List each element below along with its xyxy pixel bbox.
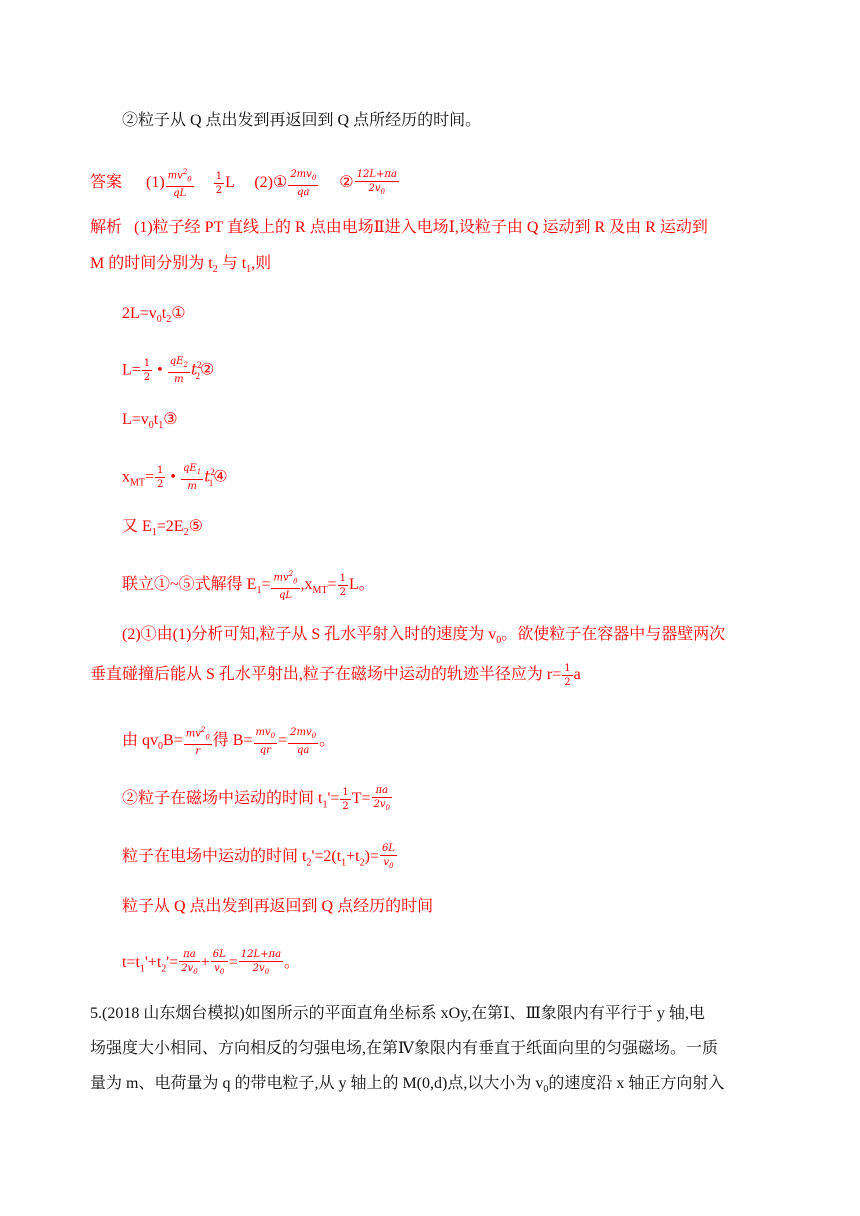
frac-num: 6L xyxy=(381,843,395,854)
frac-half xyxy=(340,786,350,813)
answer-p1: (1) xyxy=(146,173,165,191)
answer-frac-half xyxy=(214,170,224,197)
text: t xyxy=(161,305,167,322)
frac-num: 1 xyxy=(564,663,571,674)
equation-5: 又 $E_1=2E_2⑤$ xyxy=(122,518,203,539)
frac-num: mv xyxy=(185,728,201,740)
answer-frac-2: $\frac{2mv_0}{qa}$ xyxy=(290,168,317,198)
text: B= xyxy=(163,731,183,749)
dot: • xyxy=(170,468,177,486)
text: 场强度大小相同、方向相反的匀强电场,在第Ⅳ象限内有垂直于纸面向里的匀强磁场。一质 xyxy=(90,1040,718,1057)
text: 。 xyxy=(319,731,336,749)
text: ① xyxy=(171,305,186,322)
frac-den: 2 xyxy=(339,586,346,598)
frac-den: 2 xyxy=(564,677,571,688)
answer-p2: (2)① xyxy=(254,173,288,191)
text: ④ xyxy=(213,468,228,486)
frac-num: πa xyxy=(179,948,199,962)
equation-1: $2L=v_0t_2①$ xyxy=(122,305,186,326)
equation-3: $L=v_0t_1③$ xyxy=(122,411,178,432)
solution-intro-1 xyxy=(90,218,708,238)
dot: • xyxy=(157,361,163,379)
question-5-line-3: 量为 m、电荷量为 q 的带电粒子,从 y 轴上的 M(0,d)点,以大小为 $v_0$的速度沿 x 轴正方向射入 xyxy=(90,1075,725,1096)
frac-pia-2v0: $\frac{\pi a}{2v_0}$ xyxy=(373,785,391,812)
text: 垂直碰撞后能从 S 孔水平射出,粒子在磁场中运动的轨迹半径应为 r= xyxy=(90,666,562,684)
text: 联立①~⑤式解得 E xyxy=(122,575,257,593)
text: 又 E xyxy=(122,518,152,535)
frac-den: 2v xyxy=(368,182,381,194)
frac-num: πa xyxy=(372,784,392,798)
question-5-line-2 xyxy=(90,1039,718,1059)
frac-half xyxy=(562,662,572,689)
text: 量为 m、电荷量为 q 的带电粒子,从 y 轴上的 M(0,d)点,以大小为 v xyxy=(90,1075,544,1092)
frac-num: 1 xyxy=(143,358,151,370)
text: t=t xyxy=(122,954,140,972)
solution-intro-2: M 的时间分别为 $t_2$ 与 $t_1$,则 xyxy=(90,255,272,276)
frac-num: 1 xyxy=(215,170,223,182)
frac-half xyxy=(155,464,165,491)
text: )= xyxy=(364,848,379,866)
frac-den: qa xyxy=(297,186,310,198)
equation-b: 由 $qv_0B=$ $\frac{mv^2_0}{r}$ 得 B= $\frac{mv_0}{qr}$ = $\frac{2mv_0}{qa}$ 。 xyxy=(122,726,336,758)
time-t2-line: 粒子在电场中运动的时间 $t_2'=2(t_1+t_2)=$ $\frac{6L}{v_0}$ xyxy=(122,842,398,873)
answer-p3: ② xyxy=(339,173,354,191)
frac-num: mv xyxy=(167,170,183,182)
frac-qe2-m: $\frac{qE_2}{m}$ xyxy=(169,356,188,386)
text: = xyxy=(261,575,271,593)
text: ⑤ xyxy=(188,518,203,535)
text: '+t xyxy=(144,954,162,972)
text: L。 xyxy=(348,575,375,593)
time-t1-line: ②粒子在磁场中运动的时间 $t_1'=$ $\frac{1}{2}$ T= $\frac{\pi a}{2v_0}$ xyxy=(122,784,393,815)
frac-den: 2v xyxy=(181,963,194,974)
frac-mv2-r: $\frac{mv^2_0}{r}$ xyxy=(185,726,210,758)
frac-den: m xyxy=(174,374,184,386)
frac-num: 2mv xyxy=(290,726,312,738)
text: 。 xyxy=(284,954,301,972)
text: = xyxy=(145,468,155,486)
text: T= xyxy=(351,790,371,808)
text: ,则 xyxy=(251,255,272,272)
text: =2E xyxy=(156,518,184,535)
frac-den: m xyxy=(187,481,197,493)
text: '= xyxy=(166,954,179,972)
text: 由 qv xyxy=(122,731,159,749)
frac-num: 12L+πa xyxy=(240,949,282,960)
question-text: ②粒子从 Q 点出发到再返回到 Q 点所经历的时间。 xyxy=(122,112,482,129)
text: (2)①由(1)分析可知,粒子从 S 孔水平射入时的速度为 v xyxy=(122,626,497,643)
frac-mv2-ql: $\frac{mv^2_0}{qL}$ xyxy=(273,570,298,602)
frac-num: 6L xyxy=(212,949,226,960)
text: 粒子从 Q 点出发到再返回到 Q 点经历的时间 xyxy=(122,898,434,915)
text: L=v xyxy=(122,411,149,428)
text: 得 B= xyxy=(212,731,253,749)
frac-num: 2mv xyxy=(290,168,312,180)
text: +t xyxy=(346,848,360,866)
text: 。欲使粒子在容器中与器壁两次 xyxy=(501,626,726,643)
frac-num: 1 xyxy=(157,465,164,477)
frac-den: 2 xyxy=(215,184,223,196)
frac-num: 1 xyxy=(339,572,346,584)
text: ③ xyxy=(163,411,178,428)
question-part-2 xyxy=(122,111,481,131)
part2-line-2 xyxy=(90,662,581,689)
frac-6l-v0: $\frac{6L}{v_0}$ xyxy=(212,949,226,976)
text: x xyxy=(122,468,130,486)
frac-half xyxy=(338,572,348,599)
frac-den: 2 xyxy=(143,372,151,384)
text: L= xyxy=(122,361,141,379)
text: + xyxy=(200,954,210,972)
text: M 的时间分别为 t xyxy=(90,255,213,272)
text: 与 t xyxy=(221,255,247,272)
frac-den: qa xyxy=(296,744,310,756)
frac-num: mv xyxy=(255,726,271,738)
answer-L: L xyxy=(225,173,235,191)
total-time-equation: $t=t_1'+t_2'=$ $\frac{\pi a}{2v_0}$ + $\frac{6L}{v_0}$ = $\frac{12L+\pi a}{2v_0}$ 。 xyxy=(122,948,300,979)
text: = xyxy=(278,731,288,749)
frac-den: qr xyxy=(259,744,271,756)
text: 的速度沿 x 轴正方向射入 xyxy=(548,1075,725,1092)
var-t: t xyxy=(204,467,211,486)
equation-6: 联立①~⑤式解得 $E_1=$ $\frac{mv^2_0}{qL}$ $,x_{MT}=$ $\frac{1}{2}$ L。 xyxy=(122,570,375,602)
frac-half xyxy=(142,357,152,384)
text: ② xyxy=(199,361,215,379)
answer-label: 答案 xyxy=(90,173,123,191)
var-t: t xyxy=(190,360,197,379)
frac-qe1-m: $\frac{qE_1}{m}$ xyxy=(183,463,202,493)
subscript: MT xyxy=(312,585,328,597)
equation-2: L= $\frac{1}{2}$ • $\frac{qE_2}{m}$ $t^2_2②$ xyxy=(122,356,215,386)
text: 2L=v xyxy=(122,305,157,322)
text: a xyxy=(573,666,581,684)
total-time-heading xyxy=(122,897,433,917)
frac-6l-v0: $\frac{6L}{v_0}$ xyxy=(381,843,395,870)
frac-total: $\frac{12L+\pi a}{2v_0}$ xyxy=(240,949,282,976)
frac-den: r xyxy=(195,746,201,758)
frac-num: mv xyxy=(273,572,289,584)
part2-line-1: (2)①由(1)分析可知,粒子从 S 孔水平射入时的速度为 $v_0$。欲使粒子在容器中与器壁两次 xyxy=(122,626,726,647)
subscript: MT xyxy=(130,477,145,489)
frac-mv-qr: $\frac{mv_0}{qr}$ xyxy=(255,726,276,756)
answer-frac-3: $\frac{12L+\pi a}{2v_0}$ xyxy=(356,168,397,196)
text: 5.(2018 山东烟台模拟)如图所示的平面直角坐标系 xOy,在第Ⅰ、Ⅲ象限内有平行于 y 轴,电 xyxy=(90,1005,705,1022)
answer-line xyxy=(90,166,400,200)
question-5-line-1 xyxy=(90,1004,705,1024)
frac-num: qE xyxy=(169,356,184,368)
text: 粒子在电场中运动的时间 t xyxy=(122,848,307,866)
frac-den: v xyxy=(383,857,390,868)
frac-den: qL xyxy=(173,188,187,200)
frac-den: 2v xyxy=(252,963,265,974)
text: = xyxy=(327,575,337,593)
solution-text: (1)粒子经 PT 直线上的 R 点由电场Ⅱ进入电场Ⅰ,设粒子由 Q 运动到 R 及由 R 运动到 xyxy=(134,219,708,236)
frac-den: v xyxy=(214,963,220,974)
frac-den: qL xyxy=(278,590,293,602)
frac-2mv-qa: $\frac{2mv_0}{qa}$ xyxy=(290,726,317,756)
text: = xyxy=(228,954,238,972)
text: '=2(t xyxy=(311,848,342,866)
text: '= xyxy=(327,790,340,808)
solution-label: 解析 xyxy=(90,219,123,236)
frac-num: 1 xyxy=(342,787,349,798)
text: ②粒子在磁场中运动的时间 t xyxy=(122,790,323,808)
equation-4: $x_{MT}=$ $\frac{1}{2}$ • $\frac{qE_1}{m}$ $t^2_1④$ xyxy=(122,463,228,493)
text: ,x xyxy=(300,575,313,593)
frac-den: 2v xyxy=(373,799,386,810)
text: t xyxy=(153,411,159,428)
frac-pia-2v0: $\frac{\pi a}{2v_0}$ xyxy=(181,949,198,976)
frac-num: qE xyxy=(183,463,197,475)
answer-frac-1: $\frac{mv^2_0}{qL}$ xyxy=(167,168,192,200)
frac-den: 2 xyxy=(342,801,349,812)
frac-num: 12L+πa xyxy=(356,168,397,180)
frac-den: 2 xyxy=(157,479,164,491)
